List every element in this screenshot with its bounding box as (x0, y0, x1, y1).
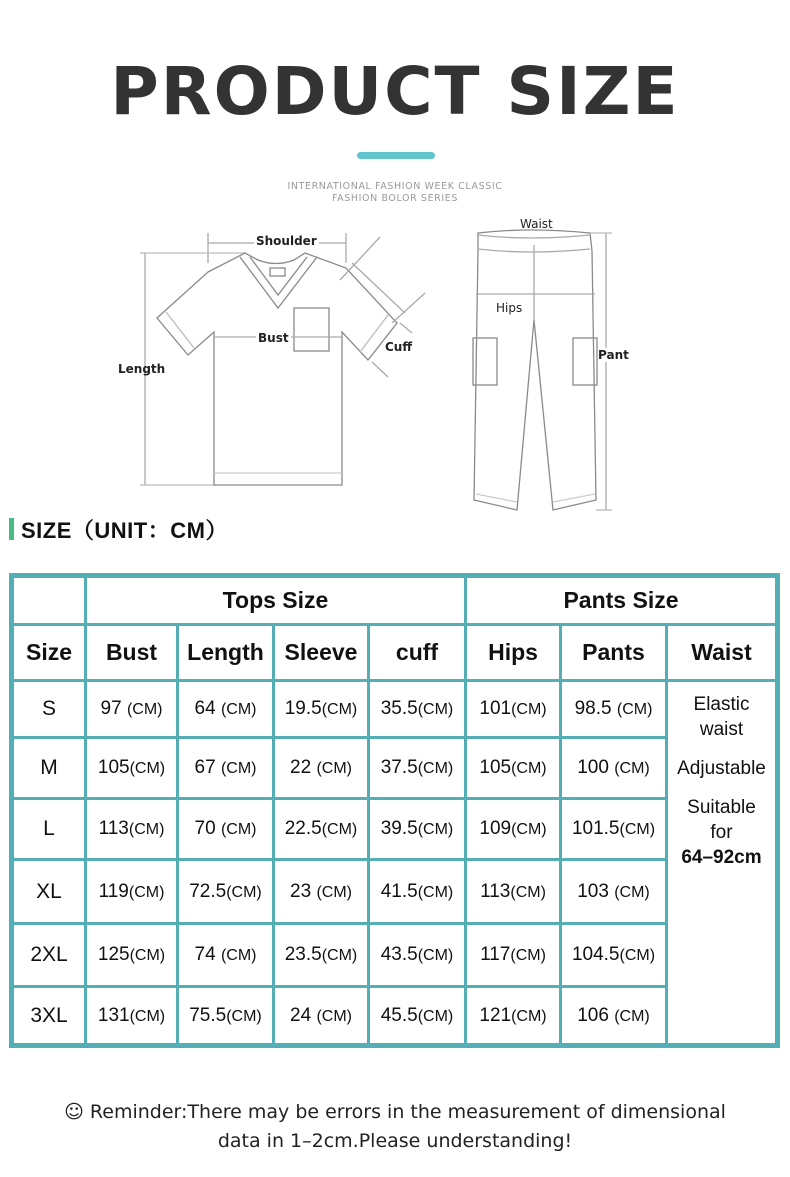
length-cell: 64 (CM) (178, 681, 274, 738)
size-cell: S (12, 681, 86, 738)
waist-note-line: for (710, 822, 733, 843)
sleeve-cell: 23.5(CM) (274, 924, 369, 987)
sleeve-cell: 19.5(CM) (274, 681, 369, 738)
length-cell: 75.5(CM) (178, 987, 274, 1046)
pants-cell: 100 (CM) (561, 738, 667, 799)
col-header-sleeve: Sleeve (274, 625, 369, 681)
size-cell: M (12, 738, 86, 799)
cuff-cell: 39.5(CM) (369, 799, 466, 860)
size-chart-table (9, 573, 780, 1048)
sleeve-cell: 23 (CM) (274, 860, 369, 924)
col-header-bust: Bust (86, 625, 178, 681)
col-header-size: Size (12, 625, 86, 681)
size-cell: XL (12, 860, 86, 924)
col-header-cuff: cuff (369, 625, 466, 681)
hips-cell: 101(CM) (466, 681, 561, 738)
sleeve-cell: 24 (CM) (274, 987, 369, 1046)
reminder-line-1: ☺ Reminder:There may be errors in the measurement of dimensional (0, 1098, 790, 1127)
cuff-cell: 45.5(CM) (369, 987, 466, 1046)
size-section-heading (9, 516, 228, 542)
col-header-hips: Hips (466, 625, 561, 681)
shoulder-label: Shoulder (256, 234, 317, 248)
bust-cell: 113(CM) (86, 799, 178, 860)
table-row (12, 799, 778, 860)
bust-cell: 97 (CM) (86, 681, 178, 738)
cuff-cell: 35.5(CM) (369, 681, 466, 738)
subtitle-line-1: INTERNATIONAL FASHION WEEK CLASSIC (287, 181, 503, 192)
reminder-note (0, 1098, 790, 1156)
garment-outline-illustration (0, 205, 790, 515)
size-cell: 2XL (12, 924, 86, 987)
accent-divider (357, 152, 435, 159)
bust-cell: 105(CM) (86, 738, 178, 799)
waist-note-line: Elastic (693, 694, 750, 715)
cuff-cell: 41.5(CM) (369, 860, 466, 924)
table-row (12, 987, 778, 1046)
garment-diagram (0, 205, 790, 515)
pants-cell: 103 (CM) (561, 860, 667, 924)
cuff-label: Cuff (385, 340, 413, 354)
smiley-icon: ☺ (64, 1101, 84, 1123)
bust-cell: 119(CM) (86, 860, 178, 924)
waist-note-line: Adjustable (677, 758, 766, 779)
col-header-length: Length (178, 625, 274, 681)
pants-cell: 106 (CM) (561, 987, 667, 1046)
waist-note-line: waist (699, 719, 744, 740)
pants-size-header: Pants Size (466, 576, 778, 625)
table-row (12, 860, 778, 924)
cuff-cell: 43.5(CM) (369, 924, 466, 987)
waist-label: Waist (520, 217, 553, 231)
hips-cell: 113(CM) (466, 860, 561, 924)
size-cell: 3XL (12, 987, 86, 1046)
pants-cell: 98.5 (CM) (561, 681, 667, 738)
pants-cell: 101.5(CM) (561, 799, 667, 860)
waist-note-range: 64–92cm (681, 847, 762, 868)
reminder-line-2: data in 1–2cm.Please understanding! (217, 1130, 573, 1152)
table-row (12, 738, 778, 799)
pants-cell: 104.5(CM) (561, 924, 667, 987)
subtitle (0, 181, 790, 205)
section-title: SIZE（UNIT：CM） (21, 517, 228, 543)
hips-cell: 121(CM) (466, 987, 561, 1046)
page-title: PRODUCT SIZE (110, 53, 680, 130)
hips-cell: 117(CM) (466, 924, 561, 987)
column-header-row (12, 625, 778, 681)
empty-corner-cell (12, 576, 86, 625)
tops-size-header: Tops Size (86, 576, 466, 625)
group-header-row (12, 576, 778, 625)
subtitle-line-2: FASHION BOLOR SERIES (331, 193, 459, 204)
hips-label: Hips (496, 301, 523, 315)
sleeve-cell: 22 (CM) (274, 738, 369, 799)
hips-cell: 105(CM) (466, 738, 561, 799)
table-row (12, 924, 778, 987)
length-cell: 72.5(CM) (178, 860, 274, 924)
waist-note-line: Suitable (687, 797, 756, 818)
bust-cell: 125(CM) (86, 924, 178, 987)
bust-label: Bust (258, 331, 289, 345)
size-cell: L (12, 799, 86, 860)
sleeve-cell: 22.5(CM) (274, 799, 369, 860)
section-marker (9, 518, 14, 540)
length-label: Length (118, 362, 166, 376)
bust-cell: 131(CM) (86, 987, 178, 1046)
length-cell: 67 (CM) (178, 738, 274, 799)
length-cell: 70 (CM) (178, 799, 274, 860)
table-row (12, 681, 778, 738)
hips-cell: 109(CM) (466, 799, 561, 860)
cuff-cell: 37.5(CM) (369, 738, 466, 799)
col-header-pants: Pants (561, 625, 667, 681)
waist-note-cell (667, 681, 778, 1046)
pant-label: Pant (598, 348, 629, 362)
col-header-waist: Waist (667, 625, 778, 681)
length-cell: 74 (CM) (178, 924, 274, 987)
